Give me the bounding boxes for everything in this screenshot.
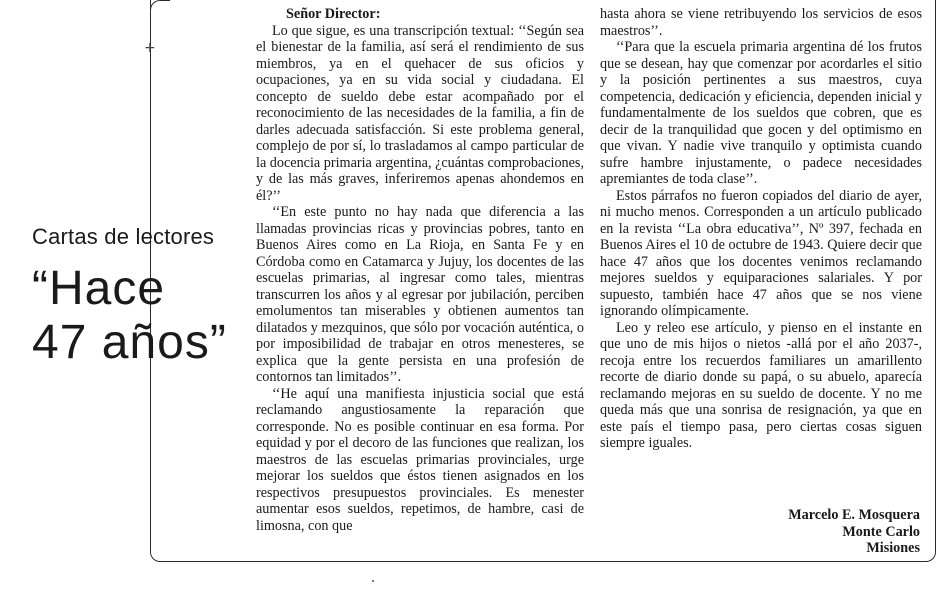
letter-paragraph: Lo que sigue, es una transcripción textual: ‘‘Según sea el bienestar de la familia, así será el rendimiento de sus miembros, ya en el quehacer de sus oficios y ocupaciones, ya en su vida social y ciudadana. El concepto de sueldo debe estar acompañado por el reconocimiento de las necesidades de la familia, a fin de darles adecuada satisfacción. Si este problema general, complejo de por sí, lo trasladamos al campo particular de la docencia primaria argentina, ¿cuántas comprobaciones, y de las más graves, inferiremos apenas ahondemos en él?’’ [256,22,584,204]
salutation: Señor Director: [286,6,381,22]
headline-line-1: “Hace [32,262,166,315]
registration-mark-icon: + [144,40,156,56]
letter-paragraph: Estos párrafos no fueron copiados del diario de ayer, ni mucho menos. Corresponden a un artículo publicado en la revista ‘‘La obra educativa’’, Nº 397, fechada en Buenos Aires el 10 de octubre de 1943. Quiere decir que hace 47 años que los docentes venimos reclamando mejores sueldos y equiparaciones salariales. Y por supuesto, también hace 47 años que se nos viene ignorando olímpicamente. [600,187,922,319]
letter-paragraph: ‘‘Para que la escuela primaria argentina dé los frutos que se desean, hay que comenzar por acordarles el sitio y la posición pertinentes a sus maestros, cuya competencia, dedicación y eficiencia, dependen inicial y fundamentalmente de los sueldos que cobren, que es decir de la tranquilidad que gocen y del optimismo en que vivan. Y nadie vive tranquilo y optimista cuando sufre hambre injustamente, o padece necesidades apremiantes de toda clase’’. [600,39,922,187]
letter-paragraph: Leo y releo ese artículo, y pienso en el instante en que uno de mis hijos o nietos -allá por el año 2037-, recoja entre los recuerdos familiares un amarillento recorte de diario donde su papá, o su abuelo, aparecía reclamando mejoras en su sueldo de docente. Y no me queda más que una sonrisa de resignación, ya que en este país el tiempo pasa, pero ciertas cosas siguen siempre iguales. [600,319,922,451]
letter-paragraph-continuation: hasta ahora se viene retribuyendo los servicios de esos maestros’’. [600,6,922,39]
section-label: Cartas de lectores [32,224,215,249]
headline [32,262,227,370]
scan-speck [372,580,374,582]
letter-paragraph: ‘‘He aquí una manifiesta injusticia social que está reclamando angustiosamente la reparación que corresponde. No es posible continuar en esa forma. Por equidad y por el decoro de las funciones que realizan, los maestros de las escuelas primarias provinciales, urge mejorar los sueldos que éstos tienen asignados en los respectivos presupuestos provinciales. Es menester aumentar esos sueldos, repetimos, de hambre, casi de limosna, con que [256,385,584,534]
signature-block [788,507,920,557]
signature-name: Marcelo E. Mosquera [788,507,920,523]
letter-column-left [256,6,584,534]
clipping-border-corner [150,0,170,14]
signature-city: Monte Carlo [842,523,920,540]
signature-province: Misiones [866,540,920,556]
letter-paragraph: ‘‘En este punto no hay nada que diferencia a las llamadas provincias ricas y provincias pobres, tanto en Buenos Aires como en La Rioja, en Santa Fe y en Córdoba como en Catamarca y Jujuy, los docentes de las escuelas primarias, al ingresar como tales, mientras transcurren los años y al egresar por jubilación, perciben emolumentos tan miserables y obtienen aumentos tan dilatados y mezquinos, que sólo por vocación auténtica, o por imposibilidad de trabajar en otros menesteres, se explica que la gente persista en una profesión de contornos tan limitados’’. [256,204,584,385]
letter-column-right [600,6,922,452]
headline-line-2: 47 años” [32,316,227,369]
